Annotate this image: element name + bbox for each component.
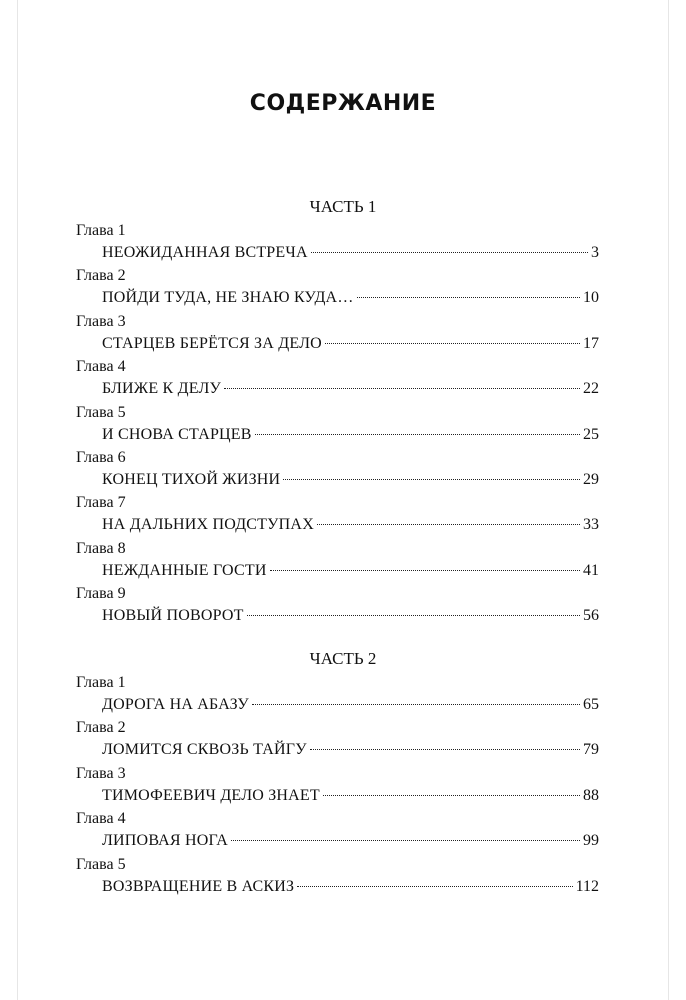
page-number: 3 [591,244,599,261]
chapter-label: Глава 5 [76,855,126,873]
toc-chapter [0,672,686,717]
chapter-title: ЛОМИТСЯ СКВОЗЬ ТАЙГУ [102,741,307,759]
dot-leader [252,704,580,705]
page-number: 56 [583,607,599,625]
page-number: 65 [583,696,599,713]
page-number: 22 [583,380,599,398]
page-number: 10 [583,289,599,307]
chapter-title: КОНЕЦ ТИХОЙ ЖИЗНИ [102,470,281,488]
toc-entry[interactable] [102,785,599,807]
toc-chapter [0,311,686,356]
toc-entry[interactable] [102,694,599,716]
chapter-title: БЛИЖЕ К ДЕЛУ [102,380,222,398]
toc-chapter [0,583,686,628]
toc-entry[interactable] [102,514,599,536]
chapter-label: Глава 7 [76,494,126,512]
toc-entry[interactable] [102,560,599,582]
toc-chapter [0,265,686,310]
dot-leader [311,252,588,253]
toc-entry[interactable] [102,242,599,264]
chapter-label: Глава 3 [76,764,126,782]
chapter-label: Глава 1 [76,222,126,239]
chapter-title: ВОЗВРАЩЕНИЕ В АСКИЗ [102,877,295,895]
dot-leader [255,434,580,435]
part-title: ЧАСТЬ 2 [309,649,377,668]
toc-entry[interactable] [102,378,599,400]
dot-leader [297,886,572,887]
page-number: 99 [583,832,599,850]
chapter-label: Глава 2 [76,719,126,737]
toc-entry[interactable] [102,424,599,446]
page-number: 88 [583,786,599,804]
chapter-label: Глава 4 [76,358,126,376]
dot-leader [325,343,580,344]
chapter-label: Глава 5 [76,403,126,421]
page-number: 29 [583,470,599,488]
chapter-label: Глава 8 [76,539,126,557]
page-number: 112 [575,877,599,895]
page-number: 17 [583,334,599,352]
dot-leader [247,615,580,616]
dot-leader [231,840,580,841]
toc-chapter [0,356,686,401]
toc-entry[interactable] [102,333,599,355]
toc-chapter [0,220,686,265]
toc-chapter [0,808,686,853]
page-title: СОДЕРЖАНИЕ [249,91,437,116]
toc-entry[interactable] [102,469,599,491]
chapter-title: НЕОЖИДАННАЯ ВСТРЕЧА [102,244,308,261]
chapter-title: СТАРЦЕВ БЕРЁТСЯ ЗА ДЕЛО [102,334,322,352]
toc-part-2 [0,648,686,899]
chapter-title: НЕЖДАННЫЕ ГОСТИ [102,561,267,579]
toc-chapter [0,538,686,583]
dot-leader [317,524,580,525]
chapter-label: Глава 4 [76,810,126,828]
dot-leader [323,795,580,796]
part-title: ЧАСТЬ 1 [309,197,377,216]
page-number: 79 [583,741,599,759]
chapter-title: ДОРОГА НА АБАЗУ [102,696,249,713]
dot-leader [357,297,580,298]
chapter-title: ТИМОФЕЕВИЧ ДЕЛО ЗНАЕТ [102,786,320,804]
toc-entry[interactable] [102,830,599,852]
toc-chapter [0,402,686,447]
chapter-label: Глава 2 [76,267,126,285]
chapter-label: Глава 3 [76,312,126,330]
toc-chapter [0,447,686,492]
dot-leader [224,388,580,389]
chapter-title: ПОЙДИ ТУДА, НЕ ЗНАЮ КУДА… [102,289,354,307]
chapter-title: НА ДАЛЬНИХ ПОДСТУПАХ [102,516,314,534]
toc-chapter [0,717,686,762]
chapter-title: НОВЫЙ ПОВОРОТ [102,607,244,625]
dot-leader [270,570,580,571]
page-number: 25 [583,425,599,443]
page-number: 41 [583,561,599,579]
chapter-label: Глава 9 [76,585,126,603]
page-number: 33 [583,516,599,534]
toc-part-1 [0,196,686,629]
toc-chapter [0,492,686,537]
dot-leader [310,749,580,750]
chapter-label: Глава 6 [76,448,126,466]
toc-chapter [0,854,686,899]
toc-entry[interactable] [102,605,599,627]
chapter-title: И СНОВА СТАРЦЕВ [102,425,252,443]
toc-entry[interactable] [102,739,599,761]
toc-chapter [0,763,686,808]
toc-entry[interactable] [102,287,599,309]
toc-entry[interactable] [102,876,599,898]
chapter-title: ЛИПОВАЯ НОГА [102,832,228,850]
dot-leader [283,479,580,480]
chapter-label: Глава 1 [76,674,126,691]
